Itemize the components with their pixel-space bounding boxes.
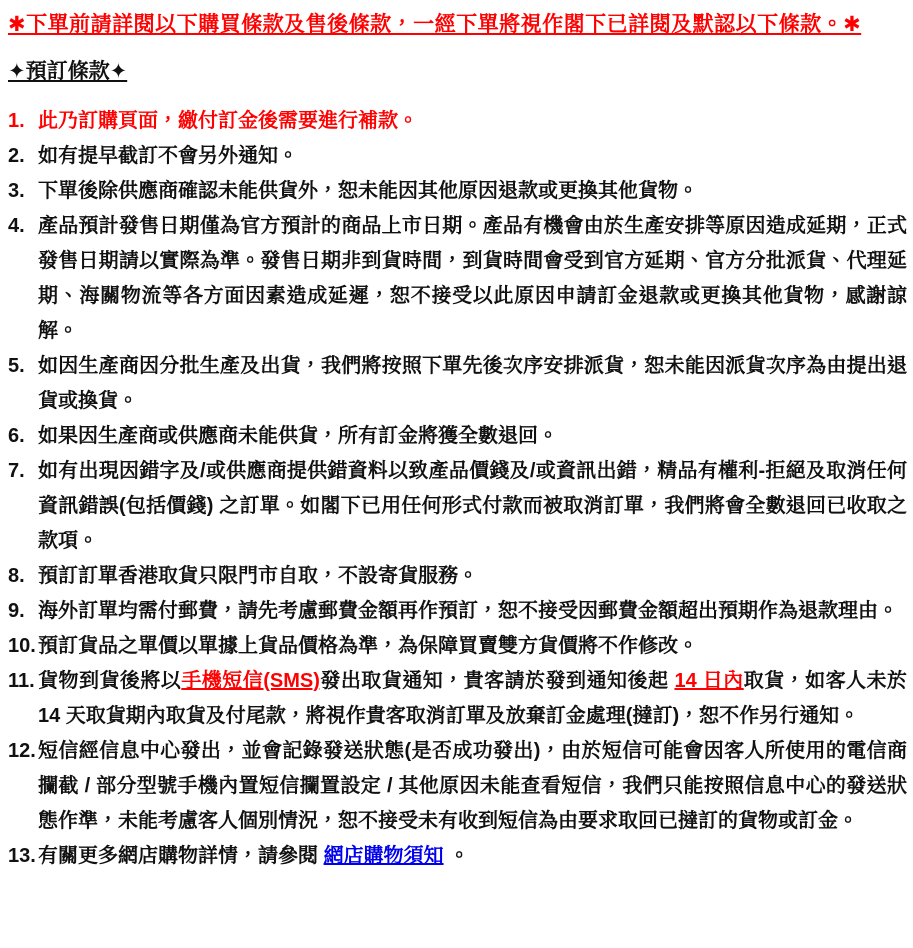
term-text (38, 734, 907, 839)
term-text (38, 104, 907, 139)
text-segment: 如果因生產商或供應商未能供貨，所有訂金將獲全數退回。 (38, 425, 558, 447)
term-number: 8. (8, 565, 25, 587)
text-segment: 取貨，如客人未於 14 天取貨期內取貨及付尾款，將視作貴客取消訂單及放棄訂金處理(撻訂)，恕不作另行通知。 (38, 670, 908, 727)
term-text (38, 174, 907, 209)
text-segment: 。 (443, 845, 470, 867)
term-number: 12. (8, 740, 36, 762)
term-text (38, 839, 907, 874)
term-number: 13. (8, 845, 36, 867)
term-number: 7. (8, 460, 25, 482)
text-segment: 有關更多網店購物詳情，請參閱 (38, 845, 324, 867)
text-segment: 如有出現因錯字及/或供應商提供錯資料以致產品價錢及/或資訊出錯，精品有權利-拒絕及取消任何資訊錯誤(包括價錢) 之訂單。如閣下已用任何形式付款而被取消訂單，我們將會全數退回已收取之款項。 (38, 460, 907, 552)
term-number: 9. (8, 600, 25, 622)
term-item-4 (8, 209, 907, 349)
text-segment: 貨物到貨後將以 (38, 670, 182, 692)
text-segment: 產品預計發售日期僅為官方預計的商品上市日期。產品有機會由於生產安排等原因造成延期，正式發售日期請以實際為準。發售日期非到貨時間，到貨時間會受到官方延期、官方分批派貨、代理延期、海關物流等各方面因素造成延遲，恕不接受以此原因申請訂金退款或更換其他貨物，感謝諒解。 (38, 215, 907, 342)
terms-list (8, 104, 907, 874)
term-number: 3. (8, 180, 25, 202)
term-text (38, 559, 907, 594)
term-number: 1. (8, 110, 25, 132)
term-item-2 (8, 139, 907, 174)
term-text (38, 209, 907, 349)
red-highlight-text: 14 日內 (674, 670, 744, 692)
term-number: 11. (8, 670, 35, 692)
purchase-warning-notice: ✱下單前請詳閱以下購買條款及售後條款，一經下單將視作閣下已詳閱及默認以下條款。✱ (8, 13, 862, 36)
term-text (38, 419, 907, 454)
term-item-10 (8, 629, 907, 664)
term-text (38, 139, 907, 174)
text-segment: 短信經信息中心發出，並會記錄發送狀態(是否成功發出)，由於短信可能會因客人所使用的電信商攔截 / 部分型號手機內置短信攔置設定 / 其他原因未能查看短信，我們只能按照信息中心的發送狀態作準，未能考慮客人個別情況，恕不接受未有收到短信為由要求取回已撻訂的貨物或訂金。 (38, 740, 907, 832)
term-item-12 (8, 734, 907, 839)
text-segment: 此乃訂購頁面，繳付訂金後需要進行補款。 (38, 110, 418, 132)
text-segment: 如有提早截訂不會另外通知。 (38, 145, 298, 167)
term-item-6 (8, 419, 907, 454)
term-item-11 (8, 664, 907, 734)
text-segment: 海外訂單均需付郵費，請先考慮郵費金額再作預訂，恕不接受因郵費金額超出預期作為退款理由。 (38, 600, 898, 622)
term-text (38, 629, 907, 664)
term-text (38, 349, 907, 419)
term-number: 6. (8, 425, 25, 447)
term-number: 5. (8, 355, 25, 377)
term-item-3 (8, 174, 907, 209)
text-segment: 發出取貨通知，貴客請於發到通知後起 (319, 670, 675, 692)
term-text (38, 594, 907, 629)
term-number: 4. (8, 215, 25, 237)
text-segment: 如因生產商因分批生產及出貨，我們將按照下單先後次序安排派貨，恕未能因派貨次序為由提出退貨或換貨。 (38, 355, 907, 412)
term-item-8 (8, 559, 907, 594)
term-item-9 (8, 594, 907, 629)
text-segment: 預訂貨品之單價以單據上貨品價格為準，為保障買賣雙方貨價將不作修改。 (38, 635, 698, 657)
store-shopping-notice-link[interactable]: 網店購物須知 (323, 845, 444, 867)
text-segment: 下單後除供應商確認未能供貨外，恕未能因其他原因退款或更換其他貨物。 (38, 180, 698, 202)
term-item-13 (8, 839, 907, 874)
term-number: 10. (8, 635, 36, 657)
term-item-7 (8, 454, 907, 559)
text-segment: 預訂訂單香港取貨只限門市自取，不設寄貨服務。 (38, 565, 478, 587)
term-number: 2. (8, 145, 25, 167)
term-text (38, 454, 907, 559)
term-item-5 (8, 349, 907, 419)
term-text (38, 664, 907, 734)
section-title-preorder-terms: ✦預訂條款✦ (8, 60, 128, 83)
red-highlight-text: 手機短信(SMS) (181, 670, 320, 692)
term-item-1 (8, 104, 907, 139)
